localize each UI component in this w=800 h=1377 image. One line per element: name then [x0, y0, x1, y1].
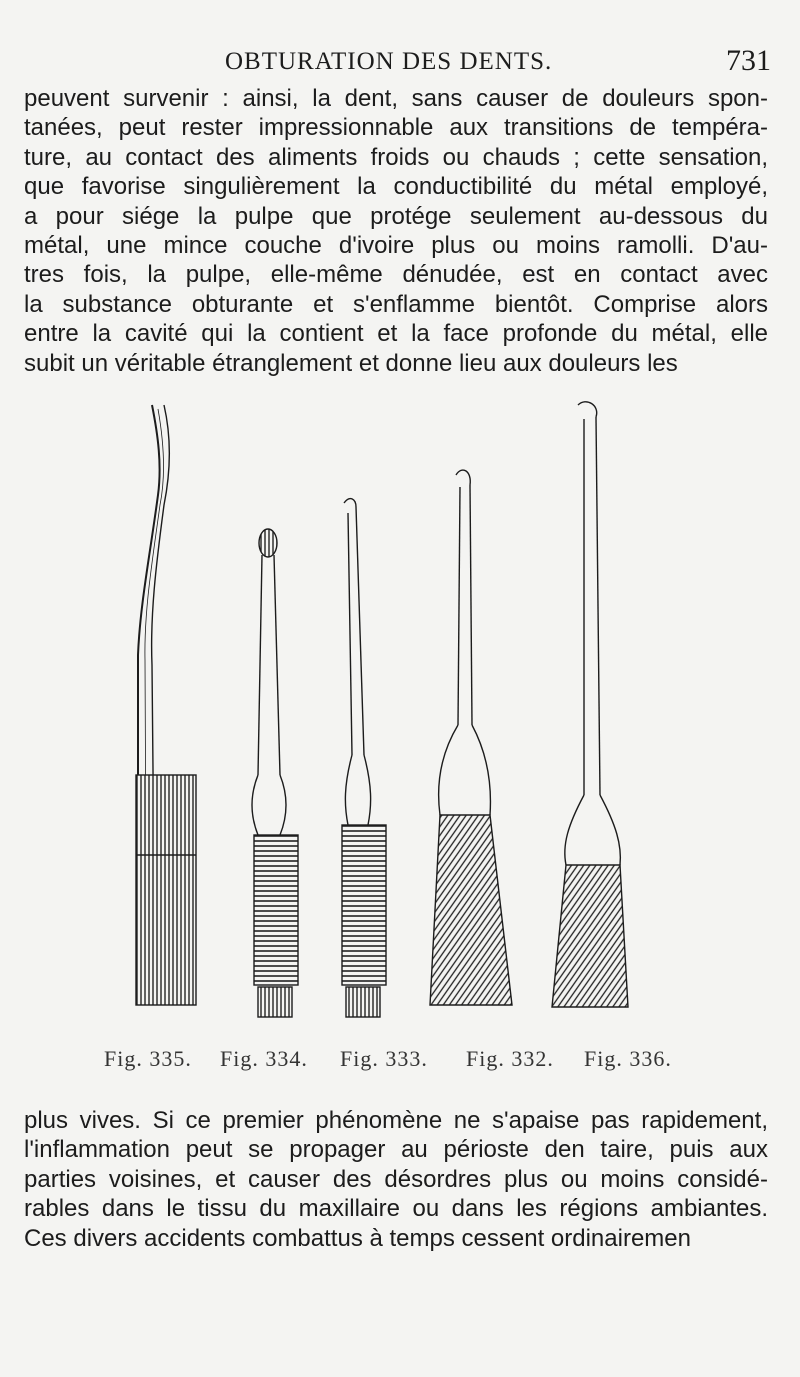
text-line: métal, une mince couche d'ivoire plus ou moins ramolli. D'au- [24, 232, 768, 260]
text-line: entre la cavité qui la contient et la face profonde du métal, elle [24, 320, 768, 348]
caption-fig-333: Fig. 333. [340, 1046, 428, 1071]
running-title: OBTURATION DES DENTS. [225, 48, 553, 75]
dental-instruments-illustration [100, 395, 660, 1035]
figure-captions [104, 1046, 704, 1076]
text-line: Ces divers accidents combattus à temps cessent ordinairemen [24, 1224, 691, 1252]
text-line: parties voisines, et causer des désordres plus ou moins considé- [24, 1165, 768, 1193]
paragraph-bottom [24, 1106, 768, 1253]
caption-fig-336: Fig. 336. [584, 1046, 672, 1071]
text-line: subit un véritable étranglement et donne lieu aux douleurs les [24, 349, 678, 377]
caption-fig-332: Fig. 332. [466, 1046, 554, 1071]
instrument-fig-332 [430, 470, 512, 1005]
instrument-fig-335 [136, 405, 196, 1005]
text-line: plus vives. Si ce premier phénomène ne s'apaise pas rapidement, [24, 1107, 768, 1134]
text-line: rables dans le tissu du maxillaire ou dans les régions ambiantes. [24, 1195, 768, 1223]
text-line: ture, au contact des aliments froids ou chauds ; cette sensation, [24, 143, 768, 171]
instrument-fig-333 [342, 499, 386, 1017]
text-line: que favorise singulièrement la conductibilité du métal employé, [24, 173, 768, 201]
page-header [0, 44, 800, 84]
paragraph-top [24, 84, 768, 378]
text-line: tanées, peut rester impressionnable aux transitions de tempéra- [24, 114, 768, 142]
text-line: a pour siége la pulpe que protége seulement au-dessous du [24, 202, 768, 230]
caption-fig-335: Fig. 335. [104, 1046, 192, 1071]
text-line: la substance obturante et s'enflamme bientôt. Comprise alors [24, 290, 768, 318]
instrument-fig-334 [252, 529, 298, 1017]
instrument-fig-336 [552, 402, 628, 1007]
text-line: tres fois, la pulpe, elle-même dénudée, est en contact avec [24, 261, 768, 289]
caption-fig-334: Fig. 334. [220, 1046, 308, 1071]
text-line: l'inflammation peut se propager au périoste den taire, puis aux [24, 1136, 768, 1164]
text-line: peuvent survenir : ainsi, la dent, sans causer de douleurs spon- [24, 85, 768, 112]
page-number: 731 [726, 44, 771, 77]
